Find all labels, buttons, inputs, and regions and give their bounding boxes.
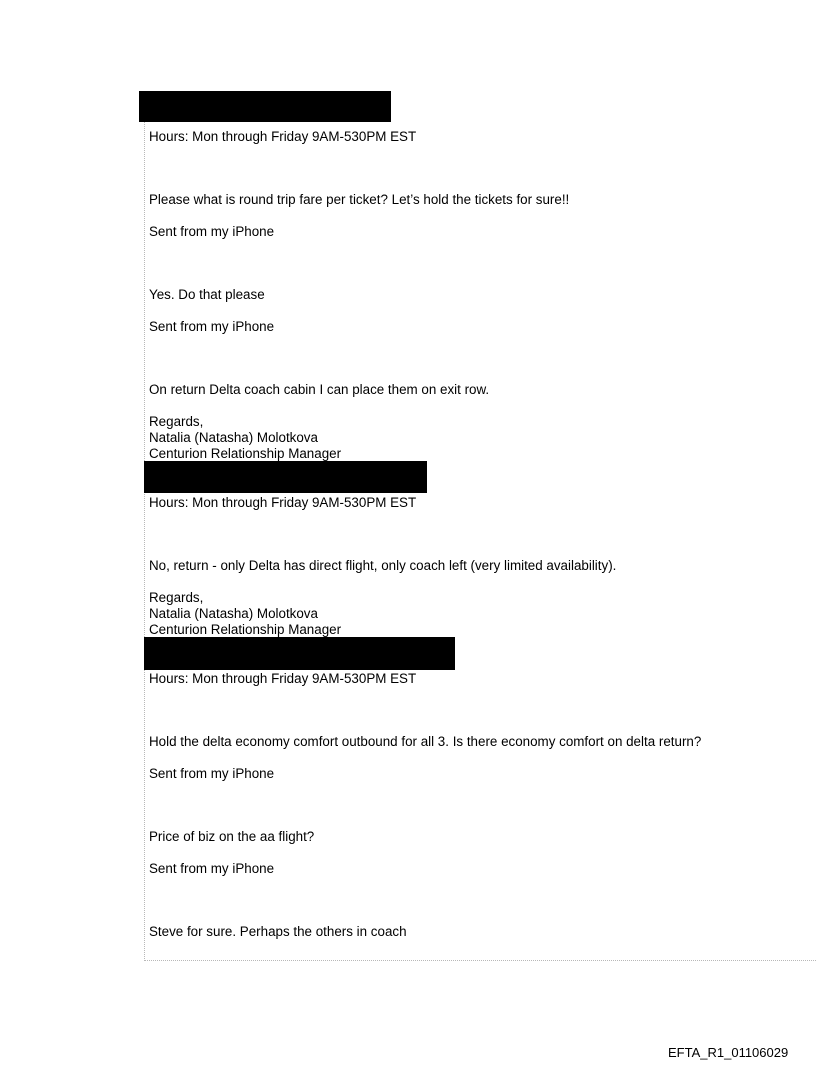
sent-from-signature: Sent from my iPhone <box>149 766 275 781</box>
redaction-block <box>144 461 427 493</box>
hours-line: Hours: Mon through Friday 9AM-530PM EST <box>149 671 417 686</box>
message-body: No, return - only Delta has direct flight, only coach left (very limited availability). <box>149 558 617 573</box>
sent-from-signature: Sent from my iPhone <box>149 319 275 334</box>
message-body: Yes. Do that please <box>149 287 265 302</box>
message-body: Hold the delta economy comfort outbound for all 3. Is there economy comfort on delta return? <box>149 734 702 749</box>
message-body: Price of biz on the aa flight? <box>149 829 315 844</box>
sender-role: Centurion Relationship Manager <box>149 446 342 461</box>
sender-name: Natalia (Natasha) Molotkova <box>149 430 318 445</box>
message-body: Steve for sure. Perhaps the others in coach <box>149 924 407 939</box>
sender-name: Natalia (Natasha) Molotkova <box>149 606 318 621</box>
redaction-block <box>144 637 455 670</box>
sender-role: Centurion Relationship Manager <box>149 622 342 637</box>
hours-line: Hours: Mon through Friday 9AM-530PM EST <box>149 495 417 510</box>
regards-line: Regards, <box>149 414 204 429</box>
sent-from-signature: Sent from my iPhone <box>149 861 275 876</box>
regards-line: Regards, <box>149 590 204 605</box>
redaction-block <box>139 91 391 122</box>
message-body: Please what is round trip fare per ticket? Let’s hold the tickets for sure!! <box>149 192 570 207</box>
bates-number: EFTA_R1_01106029 <box>668 1045 789 1060</box>
message-body: On return Delta coach cabin I can place them on exit row. <box>149 382 490 397</box>
hours-line: Hours: Mon through Friday 9AM-530PM EST <box>149 129 417 144</box>
sent-from-signature: Sent from my iPhone <box>149 224 275 239</box>
